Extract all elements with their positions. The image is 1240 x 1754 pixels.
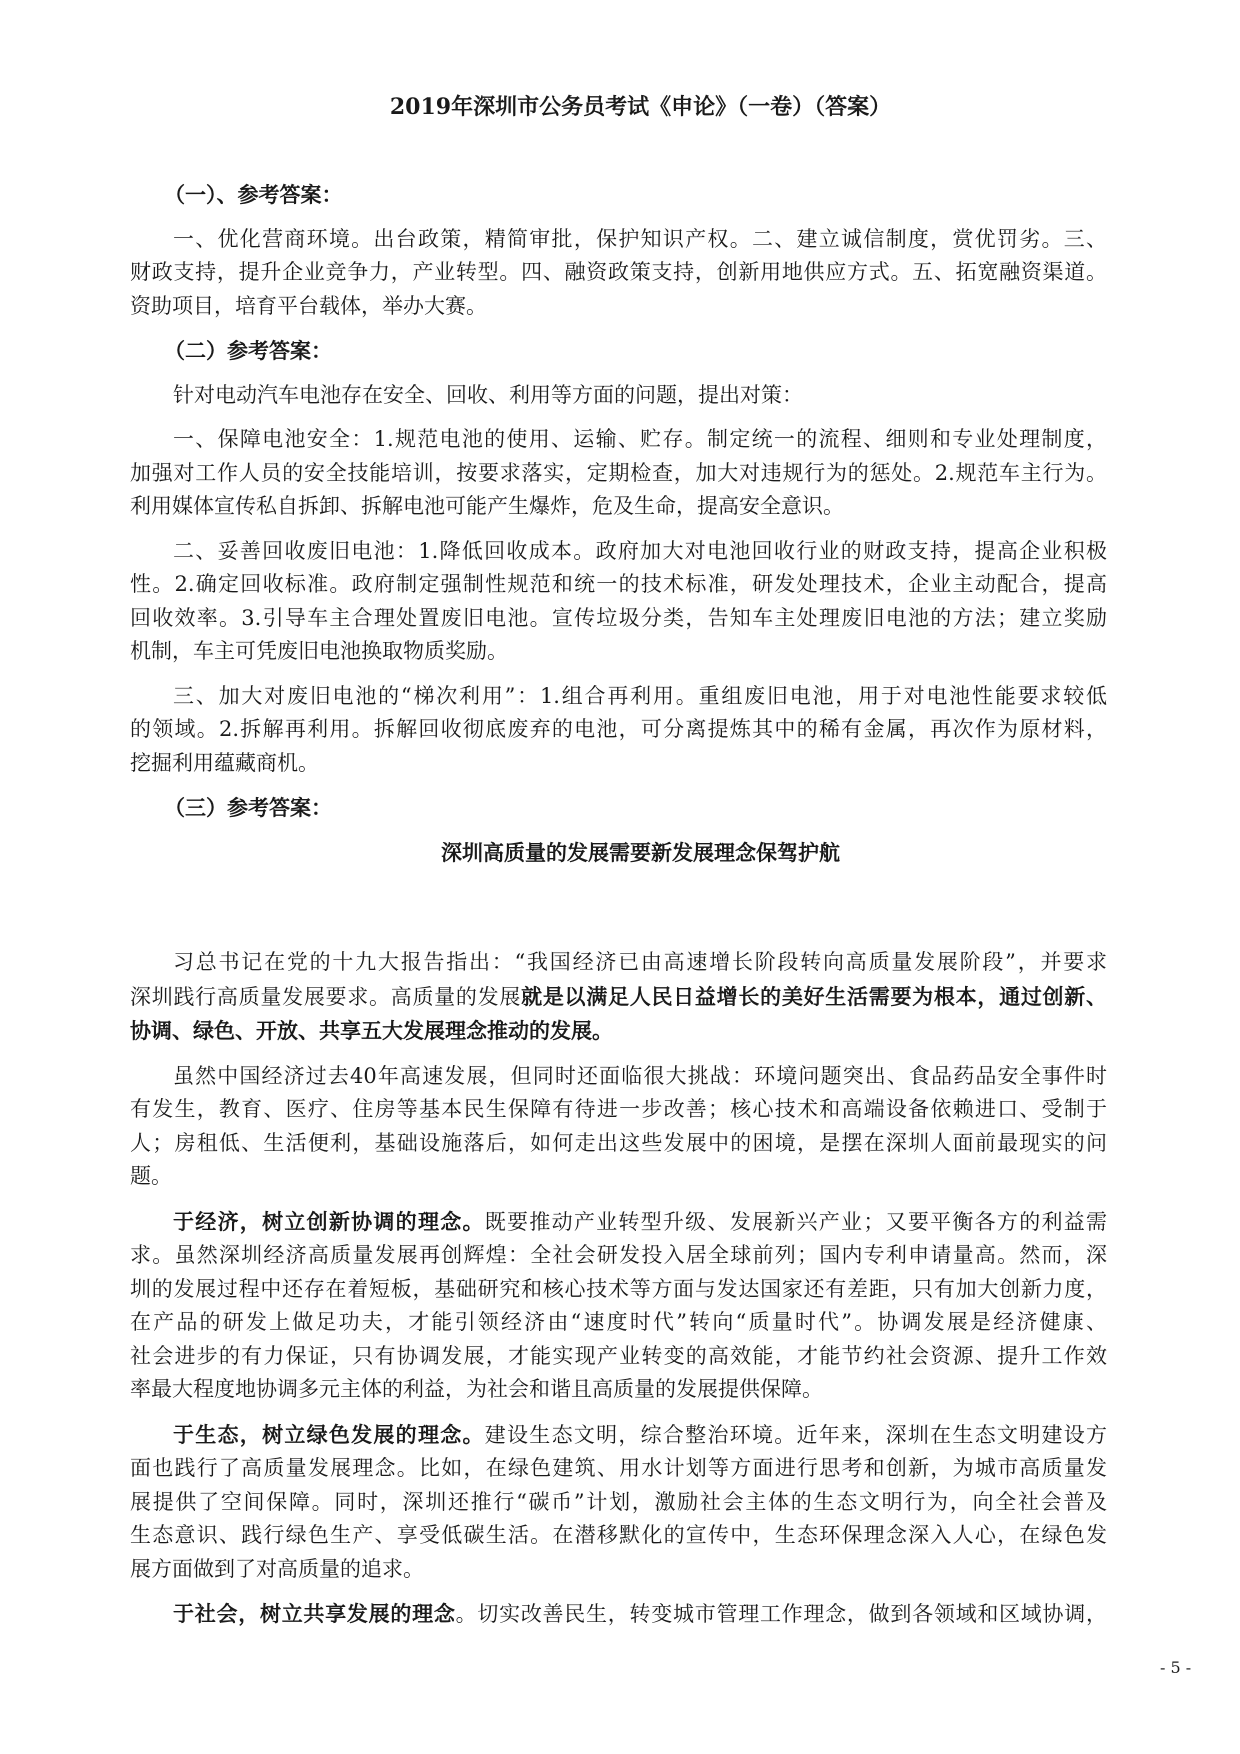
text-line — [130, 1519, 1107, 1553]
section-1-body — [130, 223, 1107, 324]
text: 三、加大对废旧电池的“梯次利用”：1.组合再利用。重组废旧电池，用于对电池性能要求较低 — [173, 683, 1107, 708]
text: 深圳践行高质量发展要求。高质量的发展 — [130, 984, 522, 1009]
text-line — [130, 256, 1107, 290]
text-line — [130, 1205, 1107, 1240]
text-line — [130, 747, 1107, 781]
section-3-body — [130, 946, 1107, 1632]
text-line — [130, 223, 1107, 257]
text: 一、保障电池安全：1.规范电池的使用、运输、贮存。制定统一的流程、细则和专业处理制度， — [173, 427, 1107, 451]
document-page — [130, 90, 1107, 1632]
bold-text: 于生态，树立绿色发展的理念。 — [173, 1421, 485, 1447]
text: 财政支持，提升企业竞争力，产业转型。四、融资政策支持，创新用地供应方式。五、拓宽融资渠道。 — [130, 260, 1107, 284]
text-line — [130, 379, 1107, 413]
text: 习总书记在党的十九大报告指出：“我国经济已由高速增长阶段转向高质量发展阶段”，并要求 — [173, 950, 1107, 974]
text-line — [130, 1418, 1107, 1453]
text-line — [130, 1452, 1107, 1486]
text-line — [130, 1340, 1107, 1374]
text-line — [130, 1060, 1107, 1094]
text-line — [130, 1127, 1107, 1161]
text-line — [130, 535, 1107, 569]
paragraph — [130, 1205, 1107, 1407]
bold-text: 于社会，树立共享发展的理念 — [173, 1601, 456, 1626]
text: 在产品的研发上做足功夫，才能引领经济由“速度时代”转向“质量时代”。协调发展是经济健康、 — [130, 1310, 1107, 1334]
text: 针对电动汽车电池存在安全、回收、利用等方面的问题，提出对策： — [173, 382, 803, 407]
text: 生态意识、践行绿色生产、享受低碳生活。在潜移默化的宣传中，生态环保理念深入人心，在绿色发 — [130, 1523, 1107, 1547]
bold-text: 就是以满足人民日益增长的美好生活需要为根本，通过创新、 — [521, 983, 1108, 1009]
section-heading-3: （三）参考答案： — [164, 795, 332, 820]
text: 回收效率。3.引导车主合理处置废旧电池。宣传垃圾分类，告知车主处理废旧电池的方法；建立奖励 — [130, 605, 1107, 630]
paragraph — [130, 1597, 1107, 1632]
section-heading-2: （二）参考答案： — [164, 338, 332, 363]
bold-text: 于经济，树立创新协调的理念。 — [173, 1208, 485, 1234]
text-line — [130, 1273, 1107, 1307]
text-line — [130, 1239, 1107, 1273]
text: 利用媒体宣传私自拆卸、拆解电池可能产生爆炸，危及生命，提高安全意识。 — [130, 494, 844, 518]
paragraph — [130, 223, 1107, 324]
text: 的领域。2.拆解再利用。拆解回收彻底废弃的电池，可分离提炼其中的稀有金属，再次作为原材料， — [130, 717, 1107, 741]
paragraph — [130, 423, 1107, 524]
bold-text: 协调、绿色、开放、共享五大发展理念推动的发展。 — [130, 1018, 613, 1043]
text-line — [130, 1553, 1107, 1587]
text: 资助项目，培育平台载体，举办大赛。 — [130, 293, 487, 318]
text-line — [130, 946, 1107, 980]
text: 性。2.确定回收标准。政府制定强制性规范和统一的技术标准，研发处理技术，企业主动配合，提高 — [130, 572, 1107, 596]
text: 虽然中国经济过去40年高速发展，但同时还面临很大挑战：环境问题突出、食品药品安全事件时 — [173, 1063, 1107, 1088]
page-number: - 5 - — [1160, 1658, 1192, 1677]
document-title: 2019年深圳市公务员考试《申论》（一卷）（答案） — [389, 94, 892, 120]
paragraph — [130, 379, 1107, 413]
text: 率最大程度地协调多元主体的利益，为社会和谐且高质量的发展提供保障。 — [130, 1377, 823, 1401]
text-line — [130, 1014, 1107, 1049]
paragraph — [130, 1060, 1107, 1194]
text-line — [130, 457, 1107, 491]
text: 社会进步的有力保证，只有协调发展，才能实现产业转变的高效能，才能节约社会资源、提升工作效 — [130, 1343, 1107, 1368]
text-line — [130, 1373, 1107, 1407]
paragraph — [130, 680, 1107, 781]
paragraph — [130, 535, 1107, 669]
paragraph — [130, 946, 1107, 1049]
text-line — [130, 290, 1107, 324]
text: 有发生，教育、医疗、住房等基本民生保障有待进一步改善；核心技术和高端设备依赖进口、受制于 — [130, 1097, 1107, 1121]
text: 题。 — [130, 1164, 172, 1188]
text-line — [130, 602, 1107, 636]
essay-title: 深圳高质量的发展需要新发展理念保驾护航 — [441, 839, 840, 865]
text-line — [130, 568, 1107, 602]
text: 面也践行了高质量发展理念。比如，在绿色建筑、用水计划等方面进行思考和创新，为城市高质量发 — [130, 1456, 1107, 1480]
text: 加强对工作人员的安全技能培训，按要求落实，定期检查，加大对违规行为的惩处。2.规范车主行为。 — [130, 460, 1107, 485]
text: 圳的发展过程中还存在着短板，基础研究和核心技术等方面与发达国家还有差距，只有加大创新力度， — [130, 1276, 1107, 1301]
text-line — [130, 1306, 1107, 1340]
text: 建设生态文明，综合整治环境。近年来，深圳在生态文明建设方 — [484, 1422, 1108, 1447]
text: 机制，车主可凭废旧电池换取物质奖励。 — [130, 639, 508, 663]
text: 展提供了空间保障。同时，深圳还推行“碳币”计划，激励社会主体的生态文明行为，向全社会普及 — [130, 1489, 1107, 1514]
paragraph — [130, 1418, 1107, 1587]
section-2-body — [130, 379, 1107, 781]
text: 二、妥善回收废旧电池：1.降低回收成本。政府加大对电池回收行业的财政支持，提高企业积极 — [173, 538, 1107, 563]
text: 人；房租低、生活便利，基础设施落后，如何走出这些发展中的困境，是摆在深圳人面前最现实的问 — [130, 1130, 1107, 1155]
text-line — [130, 423, 1107, 457]
text-line — [130, 635, 1107, 669]
text: 求。虽然深圳经济高质量发展再创辉煌：全社会研发投入居全球前列；国内专利申请量高。然而，深 — [130, 1243, 1107, 1267]
text: 。切实改善民生，转变城市管理工作理念，做到各领域和区域协调， — [455, 1602, 1108, 1626]
text: 展方面做到了对高质量的追求。 — [130, 1556, 424, 1581]
text-line — [130, 1486, 1107, 1520]
text: 一、优化营商环境。出台政策，精简审批，保护知识产权。二、建立诚信制度，赏优罚劣。三、 — [173, 226, 1107, 251]
text-line — [130, 490, 1107, 524]
text-line — [130, 1093, 1107, 1127]
text-line — [130, 1597, 1107, 1632]
text: 挖掘利用蕴藏商机。 — [130, 750, 319, 775]
section-heading-1: （一）、参考答案： — [164, 182, 343, 207]
text-line — [130, 1160, 1107, 1194]
text-line — [130, 713, 1107, 747]
text-line — [130, 680, 1107, 714]
text-line — [130, 980, 1107, 1015]
text: 既要推动产业转型升级、发展新兴产业；又要平衡各方的利益需 — [484, 1209, 1108, 1234]
